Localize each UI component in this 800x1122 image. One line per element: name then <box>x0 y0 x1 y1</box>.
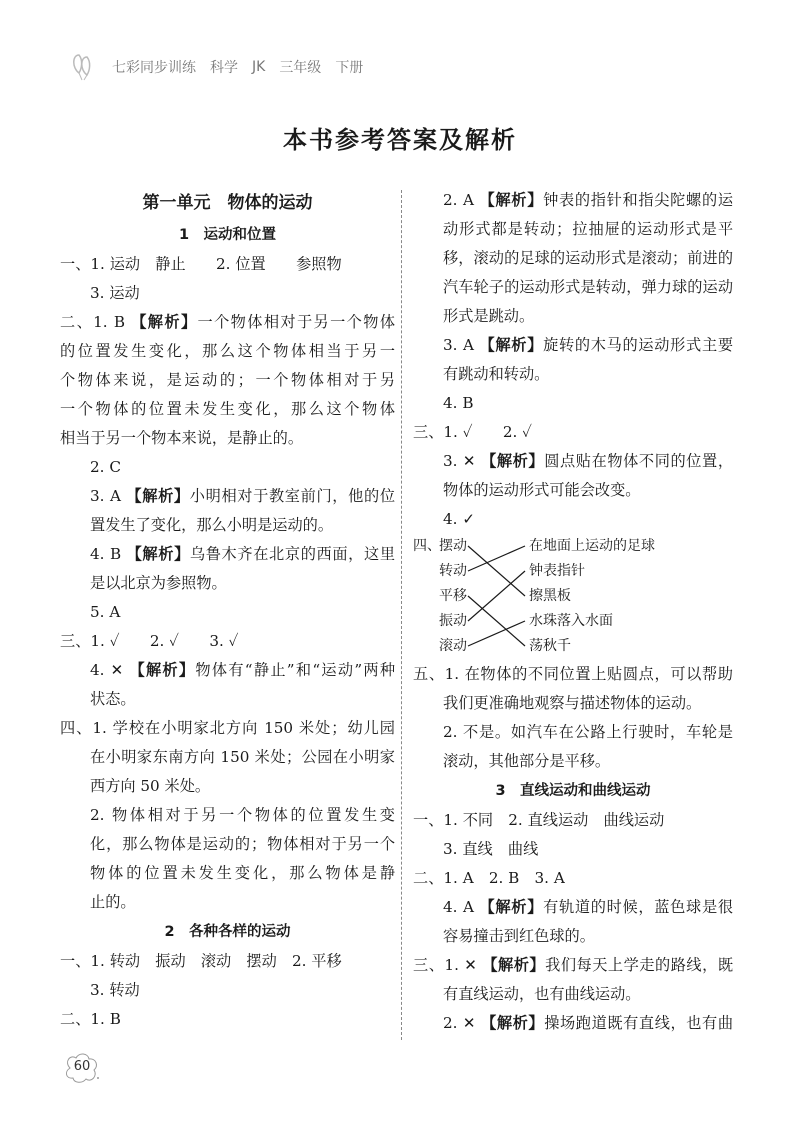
answer-line: 在小明家东南方向 150 米处；公园在小明家 <box>90 748 395 766</box>
answer-line: 有跳动和转动。 <box>443 365 550 383</box>
answer-line: 3. 转动 <box>90 981 140 999</box>
answer-line: 一个物体的位置未发生变化，那么这个物体 <box>60 400 395 418</box>
answer-line: 4. ✓ <box>443 510 476 528</box>
answer-line: 物体的运动形式可能会改变。 <box>443 481 641 499</box>
matching-right-item: 擦黑板 <box>529 588 571 604</box>
answer-line: 3. 运动 <box>90 284 140 302</box>
section-title: 2 各种各样的运动 <box>164 924 291 940</box>
matching-left-item: 转动 <box>439 563 467 579</box>
answer-line: 移，滚动的足球的运动形式是滚动；前进的 <box>443 249 733 267</box>
answer-line: 二、1. B <box>60 1010 121 1028</box>
answer-line: 4. ✕ 【解析】物体有“静止”和“运动”两种 <box>90 661 396 679</box>
answer-line: 三、1. ✓ 2. ✓ 3. ✓ <box>60 632 239 650</box>
matching-prefix: 四、 <box>413 538 441 554</box>
analysis-label: 【解析】 <box>482 956 546 974</box>
analysis-label: 【解析】 <box>479 336 544 354</box>
answer-line: 止的。 <box>90 893 136 911</box>
answer-line: 物体的位置未发生变化，那么物体是静 <box>90 864 395 882</box>
unit-title: 第一单元 物体的运动 <box>142 193 313 213</box>
analysis-label: 【解析】 <box>129 661 196 679</box>
page-number <box>62 1052 102 1084</box>
answer-line: 2. 不是。如汽车在公路上行驶时，车轮是 <box>443 723 733 741</box>
answer-line: 3. A 【解析】旋转的木马的运动形式主要 <box>443 336 734 354</box>
page-header <box>70 52 377 82</box>
answer-line: 一、1. 不同 2. 直线运动 曲线运动 <box>413 811 665 829</box>
answer-line: 化，那么物体是运动的；物体相对于另一个 <box>90 835 395 853</box>
analysis-label: 【解析】 <box>126 545 190 563</box>
page-number-text: 60 <box>73 1059 91 1074</box>
matching-right-item: 荡秋千 <box>529 638 571 654</box>
answer-line: 四、1. 学校在小明家北方向 150 米处；幼儿园 <box>60 719 395 737</box>
answer-line: 一、1. 运动 静止 2. 位置 参照物 <box>60 255 342 273</box>
header-edition: JK <box>252 59 266 75</box>
answer-line: 五、1. 在物体的不同位置上贴圆点，可以帮助 <box>413 665 733 683</box>
answer-line: 置发生了变化，那么小明是运动的。 <box>90 516 333 534</box>
header-subject: 科学 <box>210 60 238 76</box>
answer-line: 二、1. B 【解析】一个物体相对于另一个物体 <box>60 313 396 331</box>
answer-line: 4. B 【解析】乌鲁木齐在北京的西面，这里 <box>90 545 396 563</box>
analysis-label: 【解析】 <box>126 487 190 505</box>
section-title: 1 运动和位置 <box>178 227 277 243</box>
analysis-label: 【解析】 <box>479 898 544 916</box>
matching-right-item: 水珠落入水面 <box>529 613 613 629</box>
column-divider <box>401 190 402 1040</box>
answer-line: 4. A 【解析】有轨道的时候，蓝色球是很 <box>443 898 734 916</box>
right-column <box>413 186 733 1038</box>
page-title: 本书参考答案及解析 <box>283 126 517 154</box>
matching-left-item: 摆动 <box>439 538 467 554</box>
answer-line: 2. ✕ 【解析】操场跑道既有直线，也有曲 <box>443 1014 734 1032</box>
answer-line: 相当于另一个物本来说，是静止的。 <box>60 429 303 447</box>
answer-line: 汽车轮子的运动形式是转动，弹力球的运动 <box>443 278 733 296</box>
answer-line: 三、1. ✕ 【解析】我们每天上学走的路线，既 <box>413 956 734 974</box>
answer-line: 是以北京为参照物。 <box>90 574 227 592</box>
answer-line: 2. A 【解析】钟表的指针和指尖陀螺的运 <box>443 191 734 209</box>
answer-line: 三、1. ✓ 2. ✓ <box>413 423 532 441</box>
answer-line: 西方向 50 米处。 <box>90 777 211 795</box>
matching-left-item: 振动 <box>439 613 467 629</box>
answer-line: 容易撞击到红色球的。 <box>443 927 595 945</box>
left-column <box>60 186 395 1034</box>
analysis-label: 【解析】 <box>481 452 545 470</box>
matching-right-item: 钟表指针 <box>529 563 585 579</box>
answer-line: 4. B <box>443 394 474 412</box>
answer-line: 滚动，其他部分是平移。 <box>443 752 611 770</box>
answer-line: 动形式都是转动；拉抽屉的运动形式是平 <box>443 220 733 238</box>
analysis-label: 【解析】 <box>479 191 544 209</box>
answer-line: 2. 物体相对于另一个物体的位置发生变 <box>90 806 395 824</box>
answer-line: 状态。 <box>90 690 136 708</box>
analysis-label: 【解析】 <box>481 1014 545 1032</box>
answer-line: 3. ✕ 【解析】圆点贴在物体不同的位置， <box>443 452 734 470</box>
balloon-logo-icon <box>70 52 100 82</box>
header-term: 下册 <box>335 60 364 76</box>
matching-right-item: 在地面上运动的足球 <box>529 538 655 554</box>
matching-left-item: 平移 <box>439 588 467 604</box>
header-series: 七彩同步训练 <box>112 60 196 76</box>
answer-line: 3. 直线 曲线 <box>443 840 539 858</box>
answer-line: 个物体来说，是运动的；一个物体相对于另 <box>60 371 395 389</box>
matching-question <box>413 534 733 660</box>
answer-line: 二、1. A 2. B 3. A <box>413 869 565 887</box>
answer-line: 形式是跳动。 <box>443 307 535 325</box>
analysis-label: 【解析】 <box>131 313 198 331</box>
answer-line: 我们更准确地观察与描述物体的运动。 <box>443 694 702 712</box>
answer-line: 的位置发生变化，那么这个物体相当于另一 <box>60 342 395 360</box>
answer-line: 3. A 【解析】小明相对于教室前门，他的位 <box>90 487 396 505</box>
matching-left-item: 滚动 <box>439 638 467 654</box>
answer-line: 一、1. 转动 振动 滚动 摆动 2. 平移 <box>60 952 342 970</box>
answer-line: 有直线运动，也有曲线运动。 <box>443 985 641 1003</box>
header-grade: 三年级 <box>279 60 322 76</box>
answer-line: 5. A <box>90 603 121 621</box>
section-title: 3 直线运动和曲线运动 <box>495 783 651 799</box>
answer-line: 2. C <box>90 458 121 476</box>
